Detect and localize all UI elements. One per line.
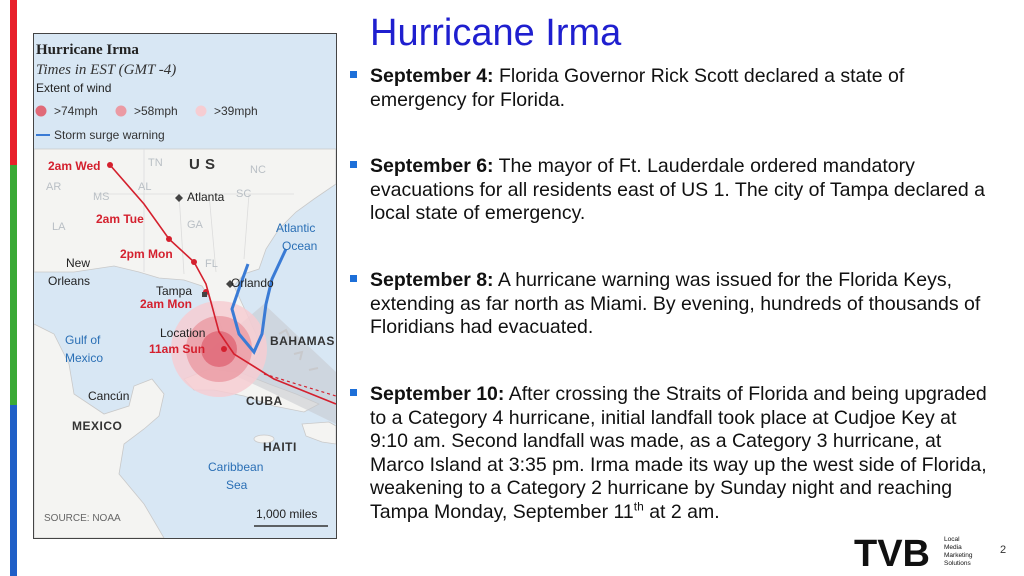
legend-subtitle: Times in EST (GMT -4) bbox=[36, 62, 177, 78]
state-fl: FL bbox=[205, 258, 218, 270]
bullet-marker bbox=[350, 71, 357, 78]
bullet-text: A hurricane warning was issued for the Florida Keys, extending as far north as Miami. By evening, hundreds of thousands of Floridians had evacuated. bbox=[370, 269, 981, 338]
track-time-wed: 2am Wed bbox=[48, 159, 101, 173]
slide-title: Hurricane Irma bbox=[370, 12, 622, 54]
map-source: SOURCE: NOAA bbox=[44, 513, 121, 524]
state-nc: NC bbox=[250, 164, 266, 176]
accent-stripe-red bbox=[10, 0, 17, 165]
city-atlanta: Atlanta bbox=[187, 190, 225, 204]
city-new-orleans-2: Orleans bbox=[48, 274, 91, 288]
accent-stripe-blue bbox=[10, 405, 17, 576]
hurricane-track-map bbox=[33, 33, 337, 539]
country-cuba: CUBA bbox=[246, 394, 283, 408]
bullet-date: September 10: bbox=[370, 383, 505, 405]
country-us: U S bbox=[189, 156, 216, 173]
city-new-orleans-1: New bbox=[66, 256, 91, 270]
legend-wind-39: >39mph bbox=[214, 104, 258, 118]
bullet-september-8 bbox=[350, 269, 990, 340]
tvb-logo-line2: Media bbox=[944, 544, 962, 551]
legend-storm-surge: Storm surge warning bbox=[54, 128, 165, 142]
track-time-mon-pm: 2pm Mon bbox=[120, 247, 173, 261]
page-number: 2 bbox=[1000, 544, 1007, 556]
ocean-gulf-2: Mexico bbox=[65, 351, 104, 365]
city-cancun: Cancún bbox=[88, 389, 130, 403]
track-time-mon-am: 2am Mon bbox=[140, 297, 193, 311]
tvb-logo-letters: TVB bbox=[854, 533, 930, 569]
tvb-logo-line4: Solutions bbox=[944, 560, 971, 567]
bullet-marker bbox=[350, 161, 357, 168]
accent-stripe-green bbox=[10, 165, 17, 405]
country-bahamas: BAHAMAS bbox=[270, 334, 335, 348]
state-ar: AR bbox=[46, 181, 62, 193]
bullet-september-10 bbox=[350, 383, 990, 524]
bullet-marker bbox=[350, 389, 357, 396]
bullet-marker bbox=[350, 275, 357, 282]
legend-extent-label: Extent of wind bbox=[36, 81, 112, 95]
tvb-logo-line3: Marketing bbox=[944, 552, 973, 559]
tvb-logo-line1: Local bbox=[944, 536, 960, 543]
bullet-date: September 4: bbox=[370, 65, 494, 87]
ocean-gulf-1: Gulf of bbox=[65, 333, 101, 347]
state-sc: SC bbox=[236, 188, 252, 200]
track-time-sun: 11am Sun bbox=[149, 342, 206, 356]
bullet-text-tail: at 2 am. bbox=[643, 500, 720, 523]
state-al: AL bbox=[138, 181, 152, 193]
state-ga: GA bbox=[187, 219, 203, 231]
state-tn: TN bbox=[148, 157, 163, 169]
ocean-caribbean-1: Caribbean bbox=[208, 460, 264, 474]
bullet-text: The mayor of Ft. Lauderdale ordered mandatory evacuations for all residents east of US 1. The city of Tampa declared a local state of emergency. bbox=[370, 155, 985, 224]
ocean-atlantic-1: Atlantic bbox=[276, 221, 316, 235]
legend-wind-58: >58mph bbox=[134, 104, 178, 118]
map-scale-label: 1,000 miles bbox=[256, 507, 318, 521]
legend-wind-74: >74mph bbox=[54, 104, 98, 118]
track-time-tue: 2am Tue bbox=[96, 212, 144, 226]
bullet-text: Florida Governor Rick Scott declared a state of emergency for Florida. bbox=[370, 65, 905, 111]
city-orlando: Orlando bbox=[231, 276, 274, 290]
country-haiti: HAITI bbox=[263, 440, 297, 454]
bullet-text: After crossing the Straits of Florida and being upgraded to a Category 4 hurricane, initial landfall took place at Cudjoe Key at 9:10 am. Second landfall was made, as a Category 3 hurricane, at Marco Island at 3:35 pm. Irma made its way up the west side of Florida, weakening to a Category 2 hurricane by Sunday night and reaching Tampa Monday, September 11 bbox=[370, 383, 987, 523]
state-ms: MS bbox=[93, 191, 110, 203]
bullet-september-4 bbox=[350, 65, 990, 112]
bullet-superscript: th bbox=[633, 499, 644, 513]
ocean-atlantic-2: Ocean bbox=[282, 239, 318, 253]
tvb-logo-graphic bbox=[854, 533, 974, 569]
country-mexico: MEXICO bbox=[72, 419, 123, 433]
bullet-september-6 bbox=[350, 155, 990, 226]
bullet-date: September 8: bbox=[370, 269, 494, 291]
track-location-label: Location bbox=[160, 326, 206, 340]
legend-title: Hurricane Irma bbox=[36, 42, 139, 58]
ocean-caribbean-2: Sea bbox=[226, 478, 248, 492]
city-tampa: Tampa bbox=[156, 284, 193, 298]
tvb-logo bbox=[854, 533, 974, 569]
state-la: LA bbox=[52, 221, 66, 233]
bullet-date: September 6: bbox=[370, 155, 494, 177]
